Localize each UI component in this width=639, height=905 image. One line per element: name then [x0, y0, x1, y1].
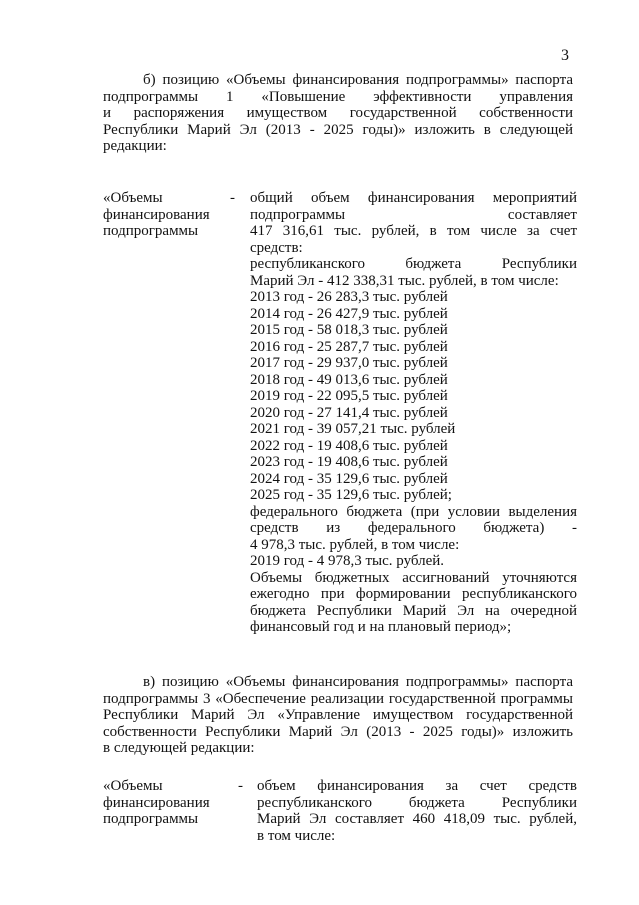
label-line: подпрограммы: [103, 811, 199, 827]
paragraph-b-line: б) позицию «Объемы финансирования подпрограммы» паспорта: [143, 72, 573, 88]
year-amount-line: 2018 год - 49 013,6 тыс. рублей: [250, 371, 448, 388]
value-line: Марий Эл составляет 460 418,09 тыс. рублей,: [257, 811, 577, 827]
value-line: бюджета Республики Марий Эл на очередной: [250, 602, 577, 619]
funding-block-2-value: [257, 778, 577, 844]
value-line: федерального бюджета (при условии выделения: [250, 503, 577, 520]
value-line: средств из федерального бюджета) -: [250, 520, 577, 536]
value-line: Объемы бюджетных ассигнований уточняются: [250, 569, 577, 586]
value-line: Марий Эл - 412 338,31 тыс. рублей, в том числе:: [250, 272, 559, 289]
funding-block-2-label: [103, 778, 223, 828]
label-line: «Объемы: [103, 190, 163, 206]
value-line: средств:: [250, 239, 303, 256]
paragraph-b-line: Республики Марий Эл (2013 - 2025 годы)» изложить в следующей: [103, 121, 573, 138]
paragraph-v-line: в) позицию «Объемы финансирования подпрограммы» паспорта: [143, 674, 573, 690]
year-amount-line: 2020 год - 27 141,4 тыс. рублей: [250, 404, 448, 421]
value-line: объем финансирования за счет средств: [257, 778, 577, 794]
value-line: 2019 год - 4 978,3 тыс. рублей.: [250, 553, 445, 569]
year-amount-line: 2023 год - 19 408,6 тыс. рублей: [250, 454, 448, 470]
value-line: финансовый год и на плановый период»;: [250, 619, 512, 635]
paragraph-v-line: в следующей редакции:: [103, 740, 255, 756]
year-amount-line: 2016 год - 25 287,7 тыс. рублей: [250, 338, 448, 355]
year-amount-line: 2019 год - 22 095,5 тыс. рублей: [250, 388, 448, 404]
paragraph-b: [103, 72, 573, 155]
value-line: подпрограммы составляет: [250, 206, 577, 223]
label-line: «Объемы: [103, 778, 163, 794]
year-amount-line: 2014 год - 26 427,9 тыс. рублей: [250, 305, 448, 322]
paragraph-b-line: подпрограммы 1 «Повышение эффективности управления: [103, 88, 573, 105]
paragraph-b-line: редакции:: [103, 138, 167, 154]
funding-block-1-label: [103, 190, 223, 240]
year-amount-line: 2015 год - 58 018,3 тыс. рублей: [250, 322, 448, 338]
separator-dash: -: [238, 778, 243, 794]
value-line: 4 978,3 тыс. рублей, в том числе:: [250, 536, 460, 553]
paragraph-v-line: Республики Марий Эл «Управление имуществом государственной: [103, 707, 573, 723]
year-amount-line: 2025 год - 35 129,6 тыс. рублей;: [250, 487, 452, 503]
yearly-amounts-list: [250, 289, 577, 504]
paragraph-v: [103, 674, 573, 757]
year-amount-line: 2022 год - 19 408,6 тыс. рублей: [250, 437, 448, 454]
value-line: в том числе:: [257, 827, 336, 844]
paragraph-v-line: подпрограммы 3 «Обеспечение реализации государственной программы: [103, 690, 573, 707]
label-line: финансирования: [103, 206, 210, 223]
value-line: общий объем финансирования мероприятий: [250, 190, 577, 206]
label-line: подпрограммы: [103, 223, 199, 239]
separator-dash: -: [230, 190, 235, 206]
value-line: ежегодно при формировании республиканского: [250, 586, 577, 602]
label-line: финансирования: [103, 794, 210, 811]
year-amount-line: 2013 год - 26 283,3 тыс. рублей: [250, 289, 448, 305]
page-number: 3: [561, 47, 569, 64]
value-line: республиканского бюджета Республики: [257, 794, 577, 811]
funding-block-1-value: [250, 190, 577, 636]
value-line: 417 316,61 тыс. рублей, в том числе за счет: [250, 223, 577, 239]
year-amount-line: 2021 год - 39 057,21 тыс. рублей: [250, 421, 456, 437]
paragraph-b-line: и распоряжения имуществом государственной собственности: [103, 105, 573, 121]
value-line: республиканского бюджета Республики: [250, 256, 577, 272]
paragraph-v-line: собственности Республики Марий Эл (2013 - 2025 годы)» изложить: [103, 723, 573, 740]
year-amount-line: 2017 год - 29 937,0 тыс. рублей: [250, 355, 448, 371]
year-amount-line: 2024 год - 35 129,6 тыс. рублей: [250, 470, 448, 487]
